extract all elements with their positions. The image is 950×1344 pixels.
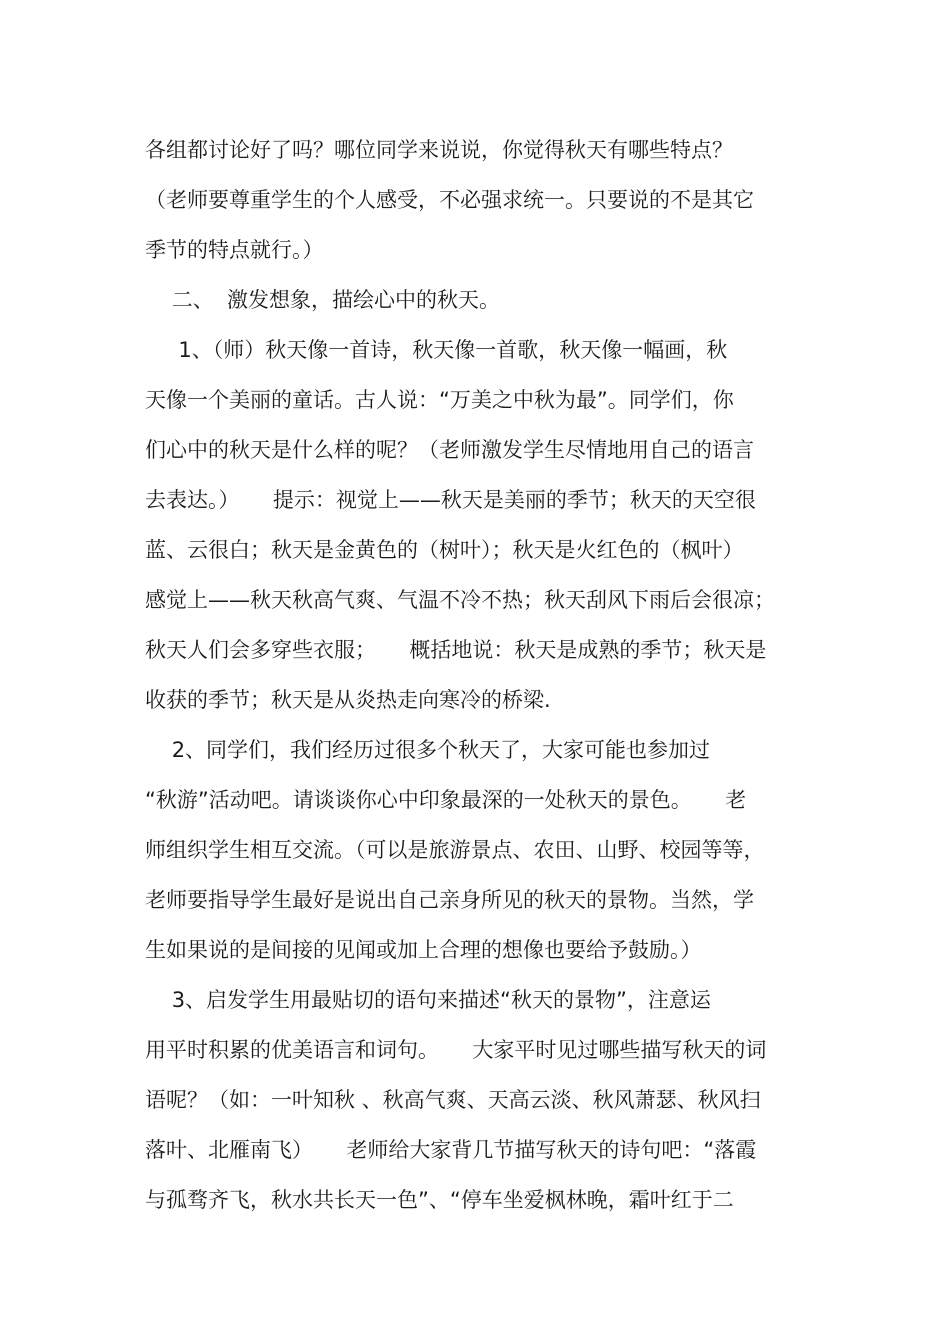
text-line: 各组都讨论好了吗？哪位同学来说说，你觉得秋天有哪些特点？ <box>145 138 733 162</box>
text-line: 2、同学们，我们经历过很多个秋天了，大家可能也参加过 <box>145 738 711 762</box>
section-heading: 二、 激发想象，描绘心中的秋天。 <box>145 288 501 312</box>
text-line: 收获的季节；秋天是从炎热走向寒冷的桥梁. <box>145 688 551 712</box>
text-line: 与孤骛齐飞，秋水共长天一色”、“停车坐爱枫林晚，霜叶红于二 <box>145 1188 734 1212</box>
text-line: 天像一个美丽的童话。古人说：“万美之中秋为最”。同学们，你 <box>145 388 734 412</box>
text-line: 用平时积累的优美语言和词句。 大家平时见过哪些描写秋天的词 <box>145 1038 767 1062</box>
text-line: 秋天人们会多穿些衣服； 概括地说：秋天是成熟的季节；秋天是 <box>145 638 767 662</box>
text-line: 去表达。） 提示：视觉上——秋天是美丽的季节；秋天的天空很 <box>145 488 756 512</box>
text-line: （老师要尊重学生的个人感受，不必强求统一。只要说的不是其它 <box>145 188 754 212</box>
text-line: 生如果说的是间接的见闻或加上合理的想像也要给予鼓励。） <box>145 938 702 962</box>
text-line: 老师要指导学生最好是说出自己亲身所见的秋天的景物。当然，学 <box>145 888 754 912</box>
text-line: 们心中的秋天是什么样的呢？（老师激发学生尽情地用自己的语言 <box>145 438 754 462</box>
text-line: 1、（师）秋天像一首诗，秋天像一首歌，秋天像一幅画，秋 <box>145 338 728 362</box>
text-line: 感觉上——秋天秋高气爽、气温不冷不热；秋天刮风下雨后会很凉； <box>145 588 775 612</box>
text-line: 蓝、云很白；秋天是金黄色的（树叶）；秋天是火红色的（枫叶） <box>145 538 744 562</box>
text-line: 3、启发学生用最贴切的语句来描述“秋天的景物”，注意运 <box>145 988 711 1012</box>
text-line: “秋游”活动吧。请谈谈你心中印象最深的一处秋天的景色。 老 <box>145 788 747 812</box>
text-line: 语呢？（如：一叶知秋 、秋高气爽、天高云淡、秋风萧瑟、秋风扫 <box>145 1088 761 1112</box>
text-line: 师组织学生相互交流。（可以是旅游景点、农田、山野、校园等等， <box>145 838 765 862</box>
text-line: 落叶、北雁南飞） 老师给大家背几节描写秋天的诗句吧：“落霞 <box>145 1138 757 1162</box>
text-line: 季节的特点就行。） <box>145 238 324 262</box>
